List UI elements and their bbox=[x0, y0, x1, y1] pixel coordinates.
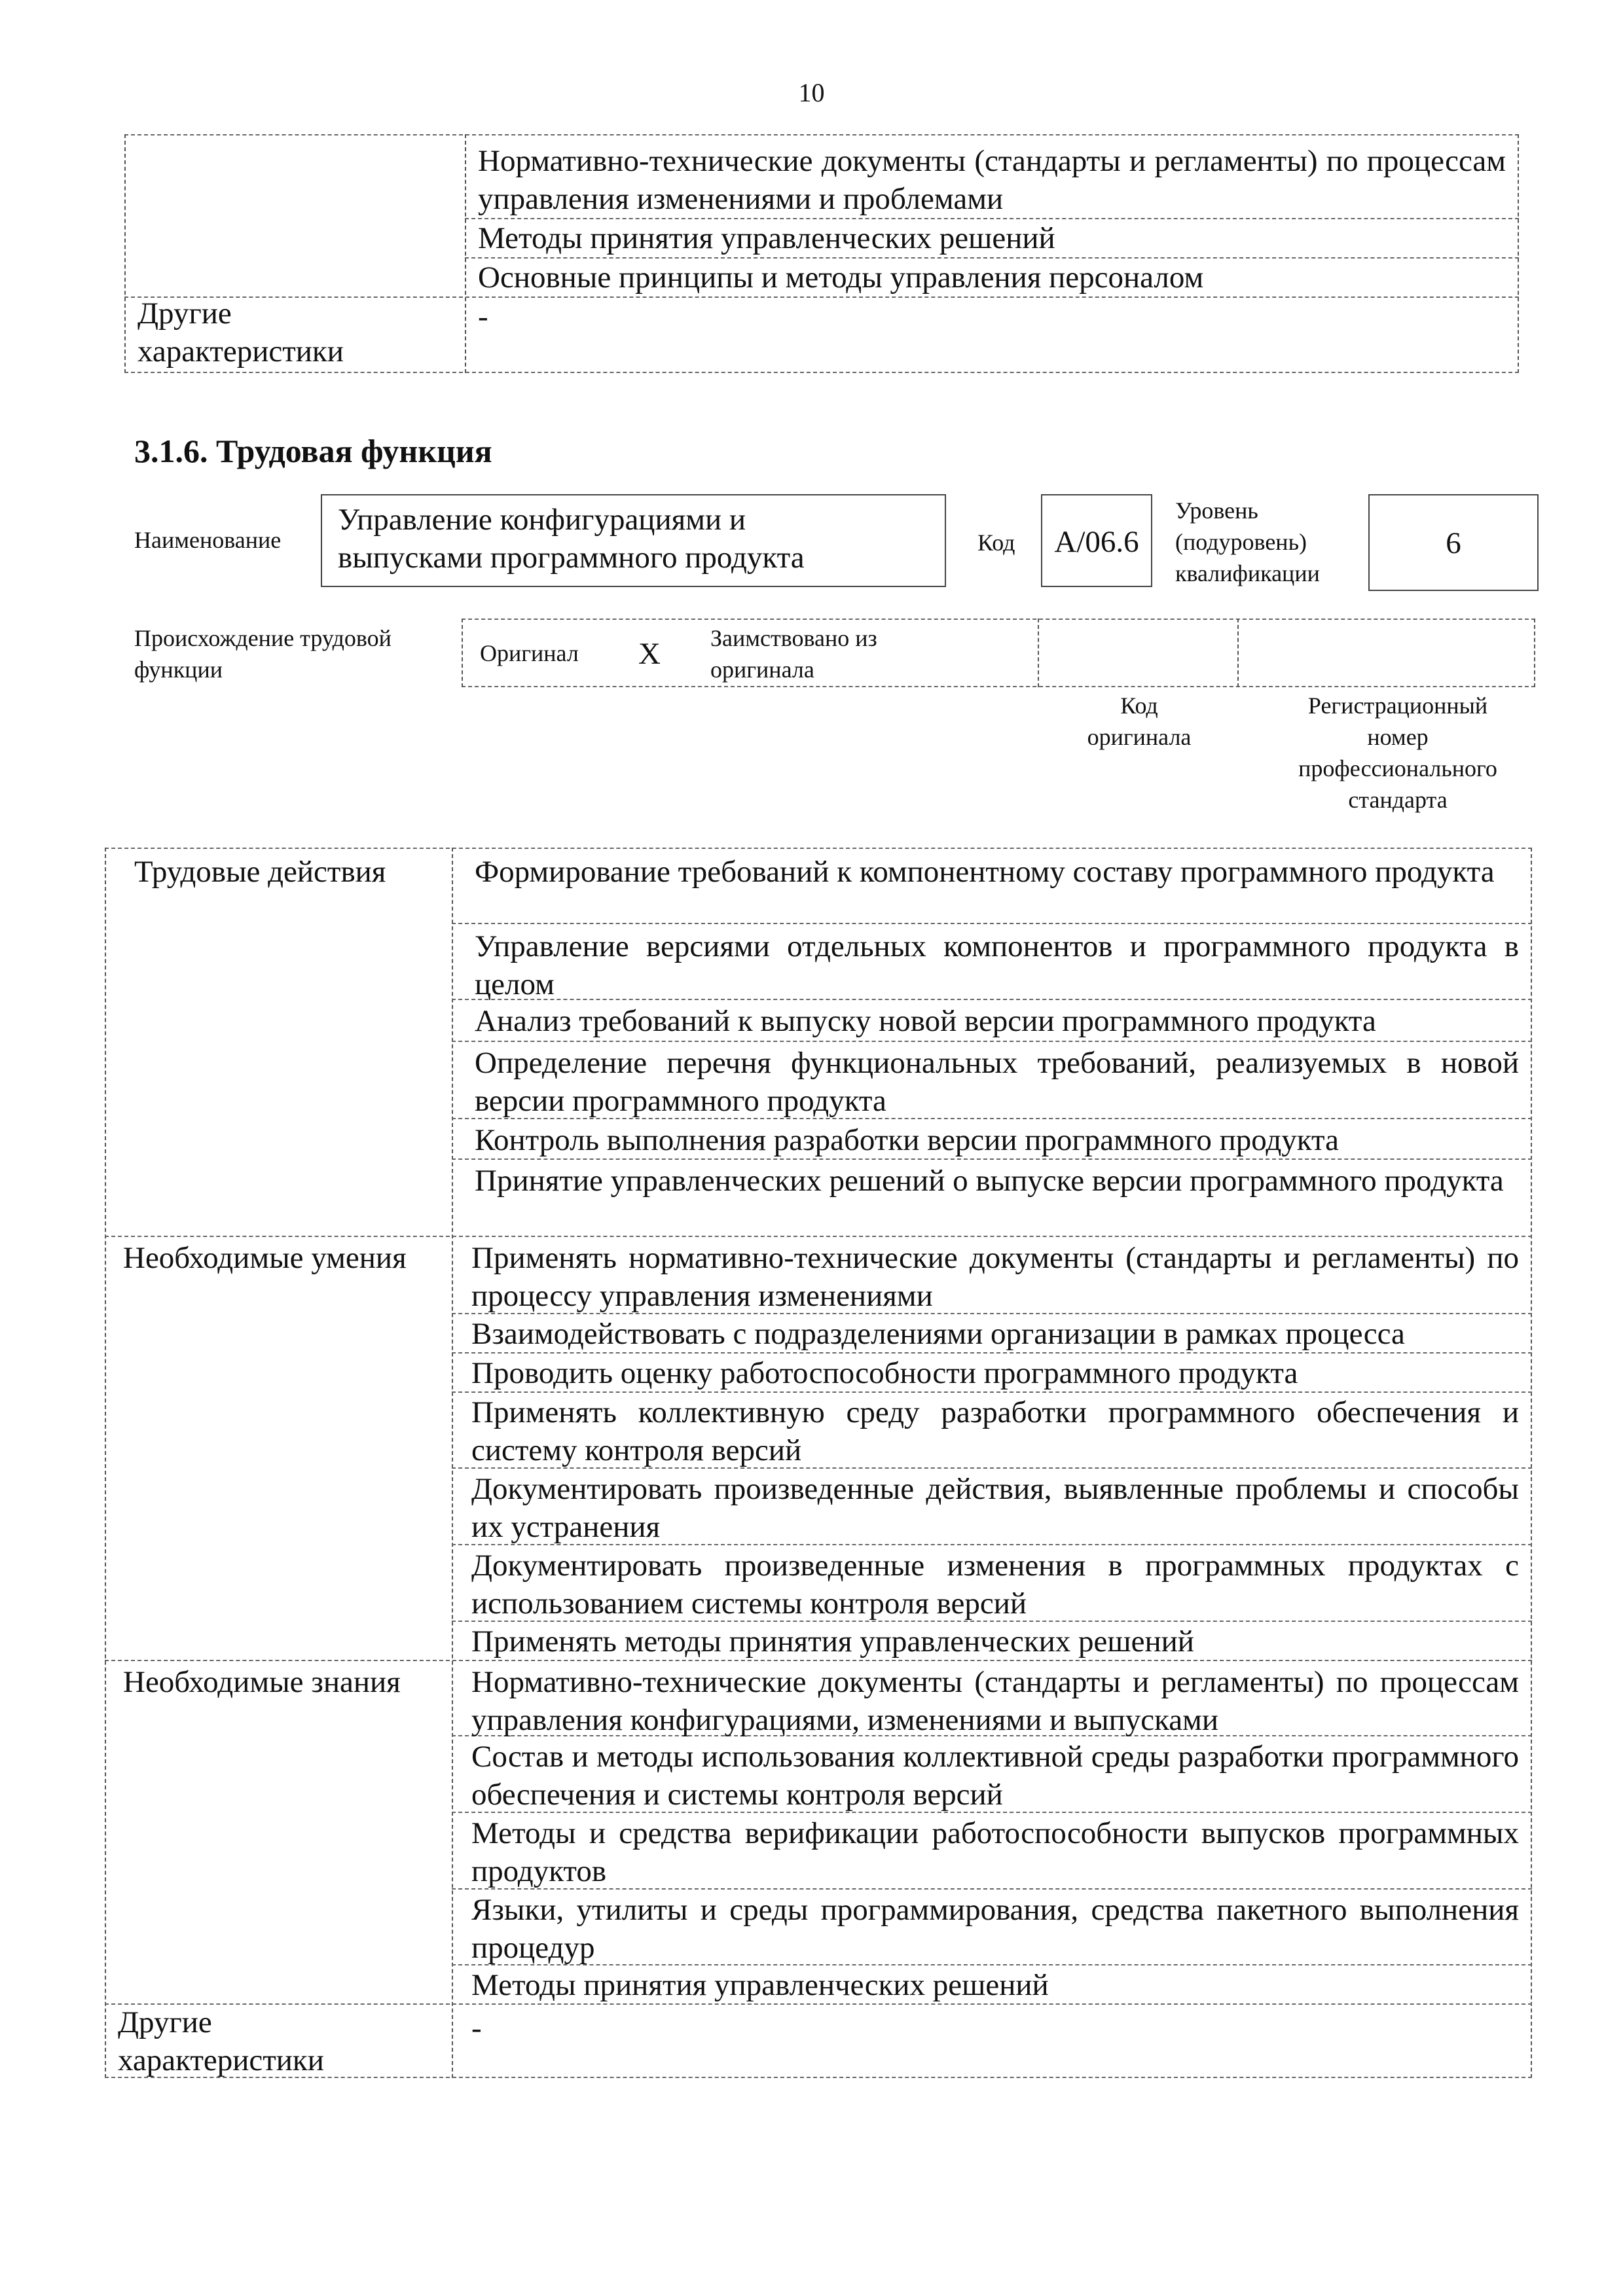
page-number: 10 bbox=[798, 78, 825, 107]
level-label: квалификации bbox=[1175, 560, 1320, 586]
skill-item: Применять нормативно-технические документы (стандарты и регламенты) по процессу управления изменениями bbox=[471, 1241, 1519, 1313]
name-box bbox=[321, 494, 946, 587]
reg-number-label: профессионального bbox=[1298, 755, 1497, 781]
action-item: Формирование требований к компонентному составу программного продукта bbox=[475, 855, 1495, 889]
divider bbox=[124, 372, 1519, 373]
action-item: Контроль выполнения разработки версии программного продукта bbox=[475, 1123, 1339, 1157]
divider bbox=[1534, 619, 1535, 687]
action-item: Анализ требований к выпуску новой версии программного продукта bbox=[475, 1004, 1376, 1038]
origin-label: Происхождение трудовой bbox=[134, 625, 392, 651]
reg-number-label: номер bbox=[1367, 724, 1429, 750]
divider bbox=[452, 848, 453, 2078]
origin-label: функции bbox=[134, 656, 223, 683]
code-box bbox=[1041, 494, 1152, 587]
reg-number-label: Регистрационный bbox=[1307, 692, 1488, 719]
other-label: Другие bbox=[137, 296, 232, 331]
other-value: - bbox=[478, 300, 488, 334]
borrowed-label: оригинала bbox=[710, 656, 814, 683]
borrowed-label: Заимствовано из bbox=[710, 625, 877, 651]
section-heading: 3.1.6. Трудовая функция bbox=[134, 433, 492, 469]
divider bbox=[462, 619, 463, 687]
code-value: A/06.6 bbox=[1054, 525, 1139, 559]
knowledge-label: Необходимые знания bbox=[123, 1665, 401, 1699]
other-value: - bbox=[471, 2011, 482, 2045]
top-table bbox=[124, 134, 1519, 373]
original-label: Оригинал bbox=[480, 640, 579, 666]
divider bbox=[124, 296, 1519, 298]
action-item: Принятие управленческих решений о выпуске версии программного продукта bbox=[475, 1164, 1504, 1198]
code-original-label: оригинала bbox=[1087, 724, 1192, 750]
reg-number-label: стандарта bbox=[1348, 787, 1448, 813]
divider bbox=[105, 1236, 1532, 1237]
action-item: Управление версиями отдельных компонентов и программного продукта в целом bbox=[475, 929, 1519, 1001]
skill-item: Применять методы принятия управленческих решений bbox=[471, 1624, 1194, 1659]
divider bbox=[462, 686, 1535, 687]
skill-item: Документировать произведенные изменения в программных продуктах с использованием системы контроля версий bbox=[471, 1549, 1519, 1621]
divider bbox=[1237, 619, 1239, 687]
origin-box bbox=[462, 619, 1535, 687]
knowledge-item: Языки, утилиты и среды программирования, средства пакетного выполнения процедур bbox=[471, 1893, 1519, 1965]
name-value: выпусками программного продукта bbox=[338, 541, 805, 575]
actions-label: Трудовые действия bbox=[134, 855, 386, 889]
divider bbox=[105, 848, 106, 2078]
level-label: (подуровень) bbox=[1175, 529, 1307, 555]
knowledge-item: Нормативно-технические документы (стандарты и регламенты) по процессам управления конфигурациями, изменениями и выпусками bbox=[471, 1665, 1519, 1737]
skill-item: Применять коллективную среду разработки программного обеспечения и систему контроля версий bbox=[471, 1395, 1519, 1467]
divider bbox=[124, 134, 126, 373]
other-label: характеристики bbox=[118, 2043, 324, 2077]
knowledge-item: Основные принципы и методы управления персоналом bbox=[478, 260, 1204, 295]
knowledge-item: Методы принятия управленческих решений bbox=[478, 221, 1055, 255]
knowledge-item: Методы принятия управленческих решений bbox=[471, 1968, 1049, 2002]
other-label: Другие bbox=[118, 2005, 212, 2039]
knowledge-item: Нормативно-технические документы (стандарты и регламенты) по процессам управления изменениями и проблемами bbox=[478, 144, 1506, 216]
divider bbox=[452, 1041, 1532, 1042]
action-item: Определение перечня функциональных требований, реализуемых в новой версии программного продукта bbox=[475, 1046, 1519, 1118]
divider bbox=[462, 619, 1535, 620]
name-value: Управление конфигурациями и bbox=[338, 503, 746, 537]
main-table bbox=[105, 848, 1532, 2078]
level-box bbox=[1368, 494, 1539, 591]
other-label: характеристики bbox=[137, 334, 344, 368]
skill-item: Взаимодействовать с подразделениями организации в рамках процесса bbox=[471, 1317, 1405, 1351]
knowledge-item: Состав и методы использования коллективной среды разработки программного обеспечения и системы контроля версий bbox=[471, 1740, 1519, 1812]
level-label: Уровень bbox=[1175, 497, 1258, 524]
divider bbox=[1518, 134, 1519, 373]
name-label: Наименование bbox=[134, 527, 282, 553]
divider bbox=[124, 134, 1519, 135]
code-label: Код bbox=[977, 529, 1015, 556]
skills-label: Необходимые умения bbox=[123, 1241, 407, 1275]
divider bbox=[105, 848, 1532, 849]
divider bbox=[1038, 619, 1039, 687]
skill-item: Документировать произведенные действия, выявленные проблемы и способы их устранения bbox=[471, 1472, 1519, 1544]
original-mark: X bbox=[638, 637, 661, 671]
skill-item: Проводить оценку работоспособности программного продукта bbox=[471, 1356, 1298, 1390]
divider bbox=[1531, 848, 1532, 2078]
code-original-label: Код bbox=[1120, 692, 1158, 719]
knowledge-item: Методы и средства верификации работоспособности выпусков программных продуктов bbox=[471, 1816, 1519, 1888]
level-value: 6 bbox=[1446, 526, 1461, 560]
divider bbox=[452, 923, 1532, 924]
divider bbox=[465, 134, 466, 373]
